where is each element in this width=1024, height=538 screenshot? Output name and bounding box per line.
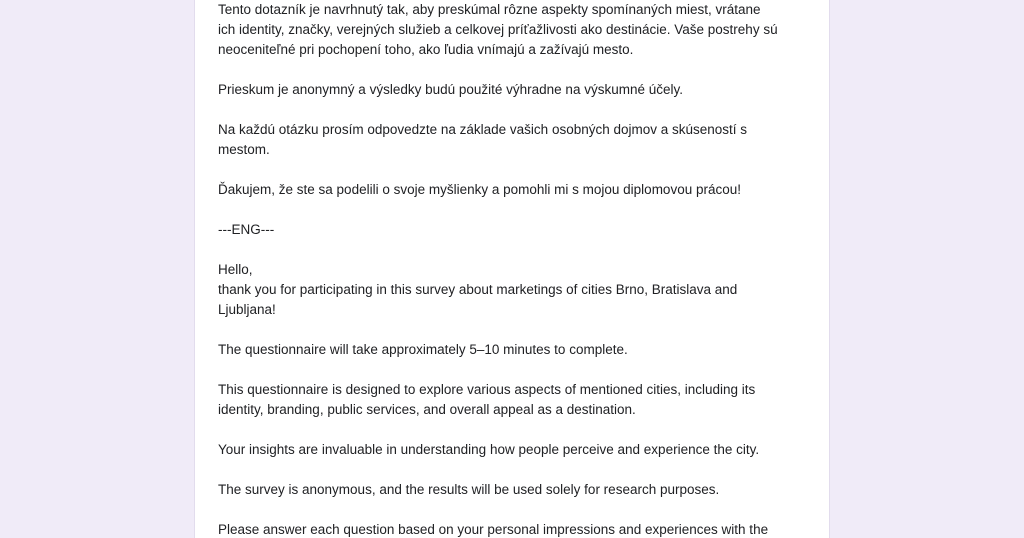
paragraph-gap — [218, 60, 818, 80]
description-line: Ljubljana! — [218, 302, 276, 317]
description-line: neoceniteľné pri pochopení toho, ako ľudia vnímajú a zažívajú mesto. — [218, 42, 634, 57]
description-line: Na každú otázku prosím odpovedzte na základe vašich osobných dojmov a skúseností s — [218, 122, 748, 137]
description-line: Hello, — [218, 262, 253, 277]
description-line: Please answer each question based on your personal impressions and experiences with the — [218, 522, 769, 537]
description-line: ich identity, značky, verejných služieb a celkovej príťažlivosti ako destinácie. Vaše postrehy sú — [218, 22, 778, 37]
description-line: thank you for participating in this survey about marketings of cities Brno, Bratislava and — [218, 282, 738, 297]
form-description — [218, 0, 818, 538]
paragraph-gap — [218, 320, 818, 340]
paragraph-gap — [218, 240, 818, 260]
description-line: The survey is anonymous, and the results will be used solely for research purposes. — [218, 482, 720, 497]
paragraph-gap — [218, 160, 818, 180]
description-line: mestom. — [218, 142, 270, 157]
description-line: The questionnaire will take approximately 5–10 minutes to complete. — [218, 342, 628, 357]
paragraph-gap — [218, 200, 818, 220]
description-line: identity, branding, public services, and overall appeal as a destination. — [218, 402, 636, 417]
description-line: Ďakujem, že ste sa podelili o svoje myšlienky a pomohli mi s mojou diplomovou prácou! — [218, 182, 741, 197]
paragraph-gap — [218, 420, 818, 440]
description-line: ---ENG--- — [218, 222, 275, 237]
form-description-card — [194, 0, 830, 538]
description-line: Tento dotazník je navrhnutý tak, aby preskúmal rôzne aspekty spomínaných miest, vrátane — [218, 2, 761, 17]
description-line: Your insights are invaluable in understanding how people perceive and experience the city. — [218, 442, 760, 457]
description-line: This questionnaire is designed to explore various aspects of mentioned cities, including its — [218, 382, 756, 397]
paragraph-gap — [218, 500, 818, 520]
description-line: Prieskum je anonymný a výsledky budú použité výhradne na výskumné účely. — [218, 82, 683, 97]
paragraph-gap — [218, 100, 818, 120]
paragraph-gap — [218, 460, 818, 480]
paragraph-gap — [218, 360, 818, 380]
